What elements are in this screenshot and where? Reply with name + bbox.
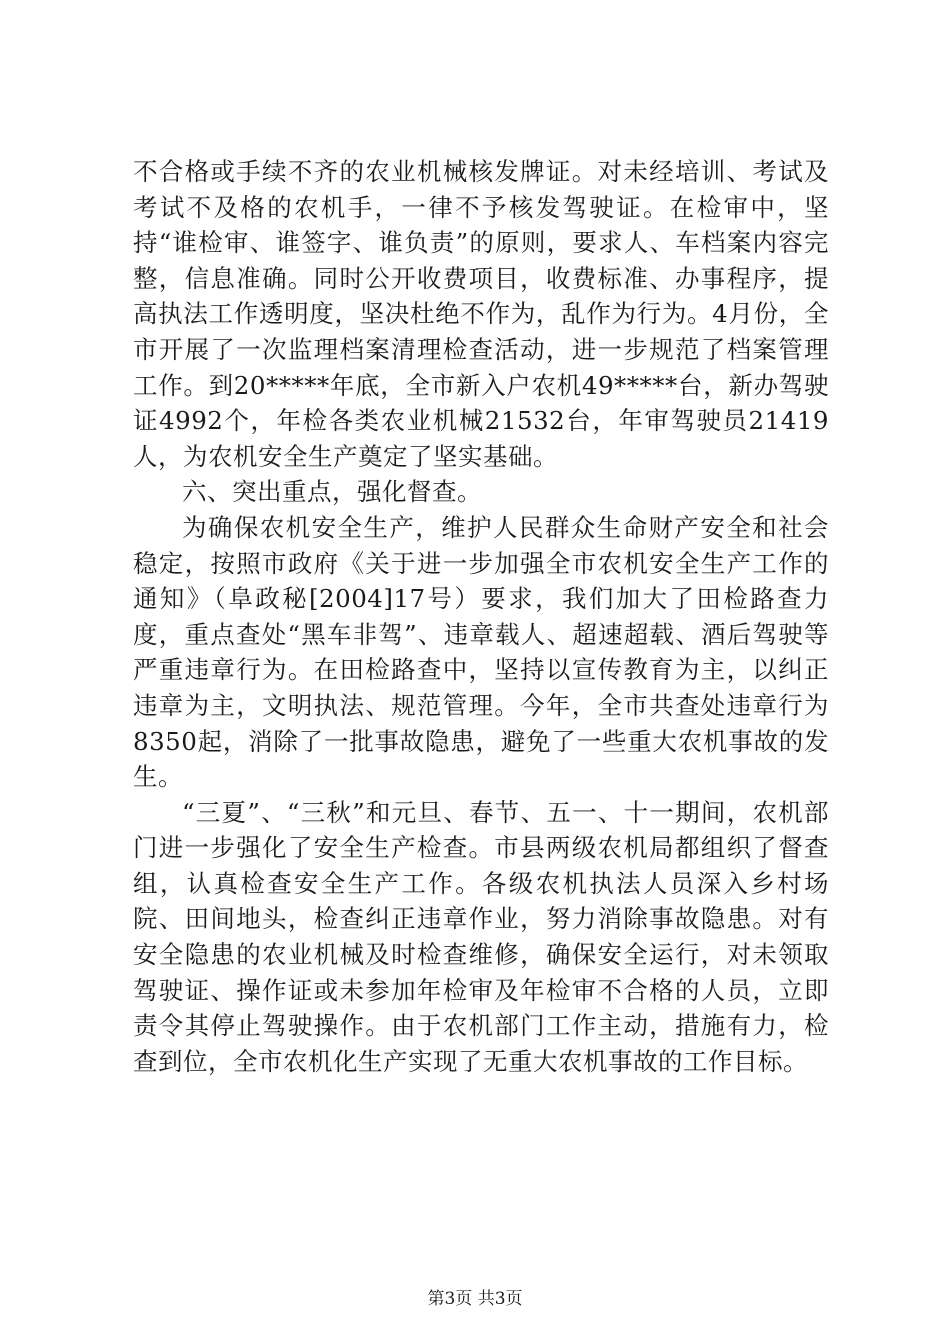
page-number: 第3页 共3页 — [427, 1289, 523, 1309]
paragraph-body: 为确保农机安全生产，维护人民群众生命财产安全和社会稳定，按照市政府《关于进一步加强全市农机安全生产工作的通知》（阜政秘[2004]17号）要求，我们加大了田检路查力度，重点查处“黑车非驾”、违章载人、超速超载、酒后驾驶等严重违章行为。在田检路查中，坚持以宣传教育为主，以纠正违章为主，文明执法、规范管理。今年，全市共查处违章行为8350起，消除了一批事故隐患，避免了一些重大农机事故的发生。 — [133, 512, 829, 792]
paragraph-body: “三夏”、“三秋”和元旦、春节、五一、十一期间，农机部门进一步强化了安全生产检查。市县两级农机局都组织了督查组，认真检查安全生产工作。各级农机执法人员深入乡村场院、田间地头，检查纠正违章作业，努力消除事故隐患。对有安全隐患的农业机械及时检查维修，确保安全运行，对未领取驾驶证、操作证或未参加年检审及年检审不合格的人员，立即责令其停止驾驶操作。由于农机部门工作主动，措施有力，检查到位，全市农机化生产实现了无重大农机事故的工作目标。 — [133, 797, 829, 1076]
section-heading: 六、突出重点，强化督查。 — [182, 477, 482, 507]
document-body — [133, 154, 829, 1079]
paragraph-continuation: 不合格或手续不齐的农业机械核发牌证。对未经培训、考试及考试不及格的农机手，一律不予核发驾驶证。在检审中，坚持“谁检审、谁签字、谁负责”的原则，要求人、车档案内容完整，信息准确。同时公开收费项目，收费标准、办事程序，提高执法工作透明度，坚决杜绝不作为，乱作为行为。4月份，全市开展了一次监理档案清理检查活动，进一步规范了档案管理工作。到20*****年底，全市新入户农机49*****台，新办驾驶证4992个，年检各类农业机械21532台，年审驾驶员21419人，为农机安全生产奠定了坚实基础。 — [133, 157, 829, 471]
